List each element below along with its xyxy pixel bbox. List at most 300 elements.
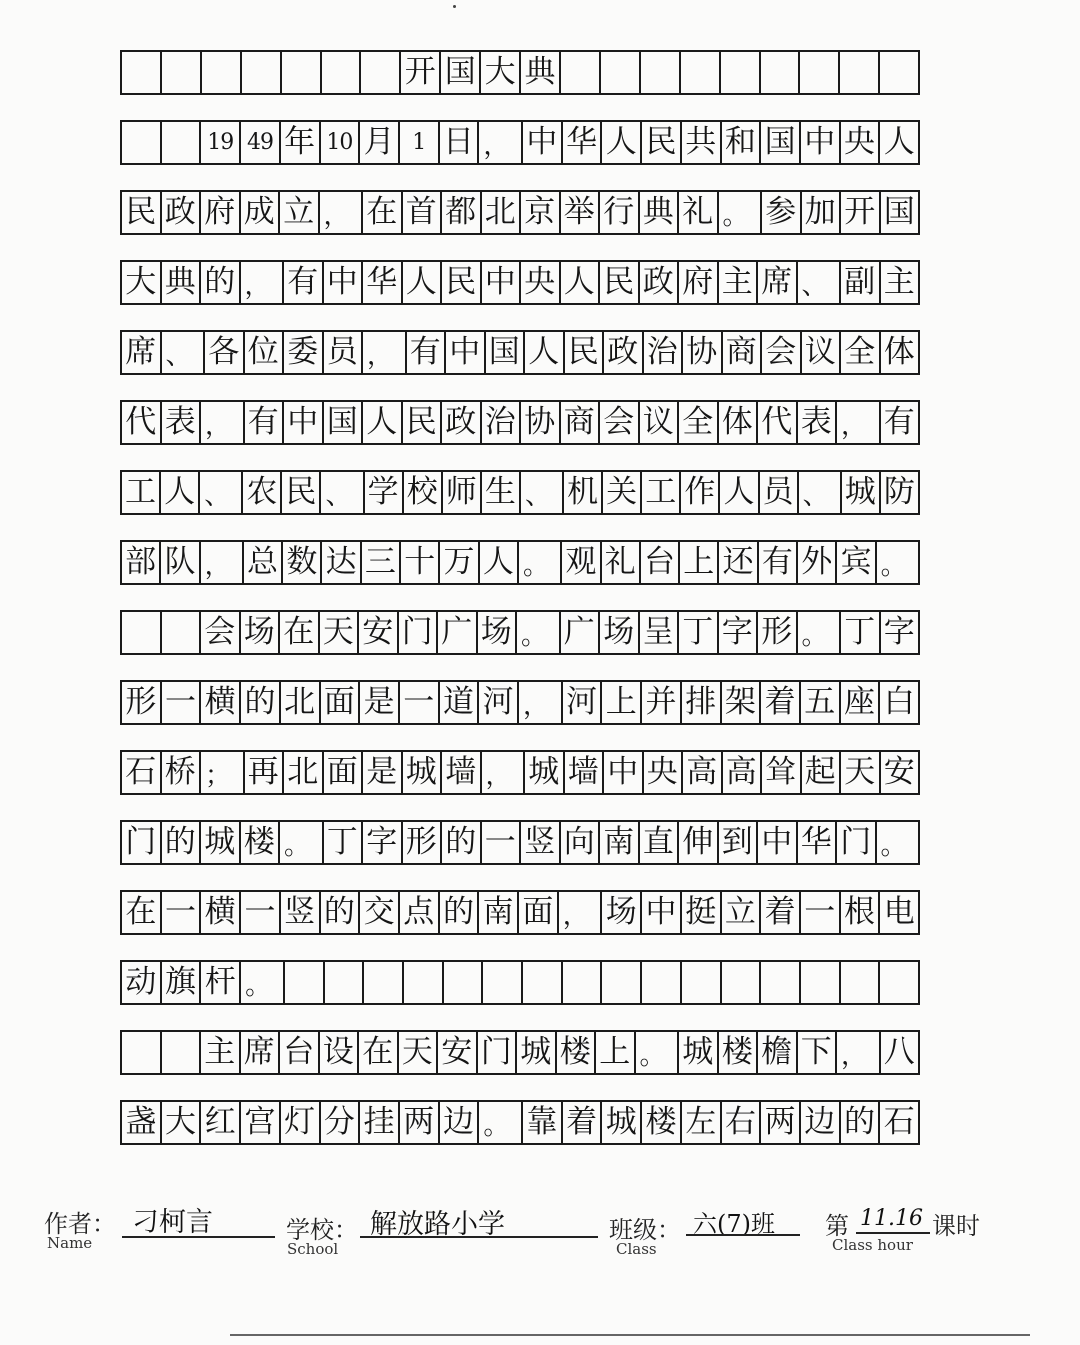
text-cell: 字 — [719, 612, 759, 653]
body-row — [120, 1030, 920, 1075]
class-value: 六(7)班 — [693, 1210, 775, 1238]
text-cell: 一 — [162, 682, 202, 723]
text-cell: 石 — [883, 1104, 915, 1140]
text-cell: 。 — [280, 822, 324, 863]
text-cell: 。 — [719, 192, 763, 233]
text-cell: 呈 — [640, 612, 680, 653]
text-cell: 。 — [880, 831, 907, 861]
text-cell: 民 — [282, 472, 321, 513]
text-cell: 礼 — [602, 542, 641, 583]
text-cell: 城 — [679, 1032, 719, 1073]
text-cell: 央 — [841, 122, 881, 163]
text-cell: 的 — [442, 822, 482, 863]
text-cell: 席 — [241, 1032, 281, 1073]
grid-cell — [563, 962, 603, 1003]
text-cell: ， — [363, 332, 407, 373]
text-cell: 有 — [407, 332, 447, 373]
text-cell: 议 — [640, 402, 680, 443]
text-cell: ， — [241, 262, 285, 303]
text-cell: 典 — [162, 262, 202, 303]
text-cell: 人 — [602, 122, 642, 163]
text-cell: 典 — [640, 192, 680, 233]
text-cell: 分 — [321, 1102, 361, 1143]
text-cell: 杆 — [201, 962, 241, 1003]
text-cell: 。 — [636, 1032, 680, 1073]
text-cell: 、 — [162, 332, 206, 373]
text-cell: 城 — [517, 1032, 557, 1073]
body-row — [120, 260, 920, 305]
text-cell: 场 — [602, 892, 642, 933]
grid-cell — [561, 52, 601, 93]
grid-cell — [682, 962, 722, 1003]
text-cell: 十 — [401, 542, 440, 583]
grid-cell — [322, 52, 362, 93]
text-cell: 关 — [603, 472, 642, 513]
text-cell: 外 — [798, 542, 837, 583]
text-cell: 座 — [841, 682, 881, 723]
text-cell: 北 — [482, 192, 522, 233]
grid-cell — [681, 52, 721, 93]
grid-cell — [800, 52, 840, 93]
text-cell: 京 — [521, 192, 561, 233]
text-cell: 的 — [321, 892, 361, 933]
text-cell: 的 — [241, 682, 281, 723]
text-cell: 五 — [801, 682, 841, 723]
text-cell: 楼 — [719, 1032, 759, 1073]
text-cell: 的 — [162, 822, 202, 863]
title-char: 典 — [521, 52, 561, 93]
class-underline — [686, 1234, 800, 1236]
text-cell: ， — [201, 542, 244, 583]
text-cell: 字 — [363, 822, 403, 863]
body-row — [120, 750, 920, 795]
text-cell: 中 — [446, 332, 486, 373]
writing-grid — [120, 50, 920, 1170]
text-cell: 政 — [442, 402, 482, 443]
text-cell: 丁 — [841, 612, 881, 653]
text-cell: 起 — [802, 752, 842, 793]
grid-cell — [122, 1032, 162, 1073]
text-cell: 、 — [521, 472, 564, 513]
text-cell: 门 — [478, 1032, 518, 1073]
text-cell: 檐 — [758, 1032, 798, 1073]
text-cell: 挺 — [682, 892, 722, 933]
grid-cell — [162, 612, 202, 653]
text-cell: 城 — [403, 752, 443, 793]
text-cell: 中 — [482, 262, 522, 303]
text-cell: ， — [479, 122, 523, 163]
text-cell: 和 — [722, 122, 762, 163]
text-cell: 在 — [363, 192, 403, 233]
text-cell: 表 — [798, 402, 838, 443]
grid-cell — [242, 52, 282, 93]
text-cell: 竖 — [281, 892, 321, 933]
text-cell: 形 — [122, 682, 162, 723]
grid-cell — [162, 1032, 202, 1073]
text-cell: 席 — [758, 262, 798, 303]
text-cell: 一 — [400, 682, 440, 723]
text-cell: 中 — [523, 122, 563, 163]
text-cell: 。 — [517, 612, 561, 653]
text-cell: 楼 — [241, 822, 281, 863]
text-cell: 天 — [320, 612, 360, 653]
text-cell: 架 — [722, 682, 762, 723]
text-cell: 中 — [801, 122, 841, 163]
text-cell: 队 — [161, 542, 200, 583]
scan-dot — [453, 5, 456, 8]
grid-cell — [880, 52, 918, 93]
text-cell: 中 — [324, 262, 364, 303]
author-value: 刁柯言 — [132, 1207, 213, 1238]
title-row — [120, 50, 920, 95]
text-cell: 设 — [320, 1032, 360, 1073]
title-char: 大 — [481, 52, 521, 93]
text-cell: 有 — [245, 402, 285, 443]
text-cell: 1 — [400, 122, 440, 163]
grid-cell — [122, 122, 162, 163]
text-cell: 立 — [280, 192, 320, 233]
grid-cell — [364, 962, 404, 1003]
class-label: 班级： — [609, 1216, 681, 1244]
body-row — [120, 330, 920, 375]
text-cell: 立 — [722, 892, 762, 933]
text-cell: 代 — [758, 402, 798, 443]
text-cell: 门 — [122, 822, 162, 863]
text-cell: 有 — [759, 542, 798, 583]
text-cell: 行 — [600, 192, 640, 233]
text-cell: 有 — [883, 404, 915, 440]
text-cell: 面 — [519, 892, 559, 933]
text-cell: 面 — [324, 752, 364, 793]
text-cell: 府 — [679, 262, 719, 303]
text-cell: 月 — [360, 122, 400, 163]
text-cell: 墙 — [565, 752, 605, 793]
text-cell: 民 — [565, 332, 605, 373]
text-cell: 旗 — [162, 962, 202, 1003]
grid-cell — [285, 962, 325, 1003]
text-cell: 国 — [324, 402, 364, 443]
text-cell: 达 — [322, 542, 361, 583]
grid-cell — [523, 962, 563, 1003]
text-cell: 的 — [440, 892, 480, 933]
text-cell: 治 — [644, 332, 684, 373]
text-cell: 着 — [563, 1102, 603, 1143]
text-cell: 日 — [440, 122, 480, 163]
text-cell: 年 — [281, 122, 321, 163]
text-cell: 央 — [521, 262, 561, 303]
text-cell: 丁 — [324, 822, 364, 863]
text-cell: 民 — [642, 122, 682, 163]
text-cell: 上 — [680, 542, 719, 583]
grid-cell — [641, 52, 681, 93]
grid-cell — [162, 122, 202, 163]
text-cell: 都 — [442, 192, 482, 233]
grid-cell — [602, 962, 642, 1003]
text-cell: 华 — [798, 822, 838, 863]
text-cell: 楼 — [642, 1102, 682, 1143]
text-cell: 南 — [600, 822, 640, 863]
text-cell: 政 — [604, 332, 644, 373]
lesson-suffix: 课时 — [932, 1212, 980, 1240]
grid-cell — [325, 962, 365, 1003]
text-cell: 。 — [241, 962, 285, 1003]
grid-cell — [444, 962, 484, 1003]
school-sublabel: School — [287, 1240, 339, 1258]
text-cell: 宫 — [241, 1102, 281, 1143]
text-cell: 央 — [644, 752, 684, 793]
text-cell: 员 — [324, 332, 364, 373]
text-cell: 总 — [244, 542, 283, 583]
text-cell: 道 — [440, 682, 480, 723]
text-cell: 直 — [640, 822, 680, 863]
body-row — [120, 960, 920, 1005]
text-cell: 政 — [640, 262, 680, 303]
grid-cell — [642, 962, 682, 1003]
body-row — [120, 540, 920, 585]
grid-cell — [801, 962, 841, 1003]
text-cell: 中 — [284, 402, 324, 443]
text-cell: 挂 — [360, 1102, 400, 1143]
text-cell: 河 — [479, 682, 519, 723]
text-cell: 府 — [201, 192, 241, 233]
grid-cell — [841, 962, 881, 1003]
text-cell: 盏 — [122, 1102, 162, 1143]
grid-cell — [761, 52, 801, 93]
text-cell: 边 — [801, 1102, 841, 1143]
text-cell: 天 — [841, 752, 881, 793]
text-cell: 高 — [723, 752, 763, 793]
text-cell: 学 — [365, 472, 404, 513]
text-cell: 一 — [241, 892, 281, 933]
text-cell: 排 — [682, 682, 722, 723]
text-cell: 动 — [122, 962, 162, 1003]
text-cell: 协 — [683, 332, 723, 373]
body-row — [120, 610, 920, 655]
text-cell: 民 — [403, 402, 443, 443]
text-cell: 在 — [280, 612, 320, 653]
body-row — [120, 820, 920, 865]
text-cell: 主 — [883, 264, 915, 300]
lesson-underline — [856, 1232, 930, 1234]
text-cell: 的 — [841, 1102, 881, 1143]
text-cell: 机 — [564, 472, 603, 513]
text-cell: ， — [201, 402, 245, 443]
text-cell: 代 — [122, 402, 162, 443]
lesson-sublabel: Class hour — [832, 1236, 913, 1254]
text-cell: 着 — [761, 682, 801, 723]
text-cell: 举 — [561, 192, 601, 233]
text-cell: 南 — [479, 892, 519, 933]
text-cell: 并 — [642, 682, 682, 723]
text-cell: 还 — [719, 542, 758, 583]
text-cell: 、 — [798, 262, 842, 303]
text-cell: ， — [519, 682, 563, 723]
text-cell: 是 — [363, 752, 403, 793]
text-cell: 场 — [478, 612, 518, 653]
text-cell: ， — [320, 192, 364, 233]
text-cell: 横 — [201, 682, 241, 723]
lesson-value: 11.16 — [860, 1206, 923, 1231]
text-cell: 防 — [883, 474, 915, 510]
text-cell: 10 — [321, 122, 361, 163]
text-cell: 八 — [883, 1034, 915, 1070]
text-cell: 主 — [201, 1032, 241, 1073]
text-cell: 靠 — [523, 1102, 563, 1143]
text-cell: 下 — [798, 1032, 838, 1073]
text-cell: ； — [201, 752, 245, 793]
text-cell: 人 — [525, 332, 565, 373]
paper-edge — [230, 1334, 1030, 1336]
text-cell: 场 — [600, 612, 640, 653]
text-cell: 华 — [563, 122, 603, 163]
grid-cell — [202, 52, 242, 93]
text-cell: 。 — [880, 551, 907, 581]
text-cell: 表 — [162, 402, 202, 443]
text-cell: 上 — [596, 1032, 636, 1073]
text-cell: 场 — [241, 612, 281, 653]
text-cell: 人 — [561, 262, 601, 303]
text-cell: 工 — [122, 472, 161, 513]
text-cell: 交 — [360, 892, 400, 933]
text-cell: 国 — [486, 332, 526, 373]
grid-cell — [282, 52, 322, 93]
text-cell: 农 — [243, 472, 282, 513]
text-cell: 人 — [363, 402, 403, 443]
text-cell: 华 — [363, 262, 403, 303]
text-cell: 作 — [681, 472, 720, 513]
text-cell: 台 — [641, 542, 680, 583]
text-cell: 体 — [719, 402, 759, 443]
text-cell: 安 — [883, 754, 915, 790]
text-cell: 在 — [122, 892, 162, 933]
text-cell: 高 — [683, 752, 723, 793]
text-cell: 民 — [442, 262, 482, 303]
grid-cell — [361, 52, 401, 93]
text-cell: 会 — [600, 402, 640, 443]
text-cell: 墙 — [442, 752, 482, 793]
text-cell: 首 — [403, 192, 443, 233]
text-cell: 一 — [162, 892, 202, 933]
text-cell: 边 — [440, 1102, 480, 1143]
grid-cell — [880, 962, 918, 1003]
text-cell: 门 — [399, 612, 439, 653]
body-row — [120, 680, 920, 725]
text-cell: 商 — [561, 402, 601, 443]
text-cell: 是 — [360, 682, 400, 723]
lesson-prefix: 第 — [825, 1212, 849, 1240]
text-cell: 白 — [883, 684, 915, 720]
text-cell: 国 — [883, 194, 915, 230]
text-cell: 在 — [359, 1032, 399, 1073]
grid-cell — [483, 962, 523, 1003]
text-cell: 两 — [400, 1102, 440, 1143]
text-cell: 北 — [281, 682, 321, 723]
text-cell: 副 — [841, 262, 881, 303]
text-cell: 电 — [883, 894, 915, 930]
text-cell: 政 — [162, 192, 202, 233]
grid-cell — [122, 52, 162, 93]
text-cell: 体 — [883, 334, 915, 370]
text-cell: 、 — [799, 472, 842, 513]
text-cell: 人 — [480, 542, 519, 583]
grid-cell — [721, 52, 761, 93]
text-cell: 再 — [245, 752, 285, 793]
author-label: 作者： — [44, 1210, 116, 1238]
grid-cell — [601, 52, 641, 93]
text-cell: 楼 — [557, 1032, 597, 1073]
text-cell: 师 — [443, 472, 482, 513]
author-underline — [122, 1236, 275, 1238]
body-row — [120, 400, 920, 445]
text-cell: 加 — [802, 192, 842, 233]
text-cell: 城 — [842, 472, 881, 513]
text-cell: 。 — [798, 612, 842, 653]
text-cell: 工 — [642, 472, 681, 513]
text-cell: 、 — [321, 472, 364, 513]
body-rows — [120, 120, 920, 1145]
body-row — [120, 190, 920, 235]
grid-cell — [840, 52, 880, 93]
text-cell: 。 — [479, 1102, 523, 1143]
text-cell: 万 — [440, 542, 479, 583]
text-cell: 上 — [602, 682, 642, 723]
text-cell: 数 — [283, 542, 322, 583]
text-cell: 共 — [682, 122, 722, 163]
text-cell: 安 — [438, 1032, 478, 1073]
text-cell: 的 — [201, 262, 241, 303]
text-cell: 字 — [883, 614, 915, 650]
text-cell: 向 — [561, 822, 601, 863]
text-cell: 中 — [642, 892, 682, 933]
text-cell: 安 — [359, 612, 399, 653]
text-cell: 位 — [245, 332, 285, 373]
school-label: 学校： — [286, 1216, 358, 1244]
text-cell: 、 — [200, 472, 243, 513]
text-cell: 城 — [201, 822, 241, 863]
text-cell: 天 — [399, 1032, 439, 1073]
text-cell: 有 — [284, 262, 324, 303]
text-cell: 部 — [122, 542, 161, 583]
text-cell: 大 — [162, 1102, 202, 1143]
text-cell: 北 — [284, 752, 324, 793]
title-char: 国 — [441, 52, 481, 93]
text-cell: 成 — [241, 192, 281, 233]
text-cell: 着 — [761, 892, 801, 933]
text-cell: 门 — [837, 822, 877, 863]
text-cell: 国 — [761, 122, 801, 163]
class-sublabel: Class — [616, 1240, 657, 1258]
text-cell: 参 — [762, 192, 802, 233]
text-cell: 红 — [201, 1102, 241, 1143]
text-cell: 三 — [362, 542, 401, 583]
text-cell: 席 — [122, 332, 162, 373]
text-cell: 会 — [201, 612, 241, 653]
text-cell: 人 — [720, 472, 759, 513]
school-underline — [360, 1236, 598, 1238]
school-value: 解放路小学 — [370, 1209, 505, 1240]
text-cell: 一 — [801, 892, 841, 933]
text-cell: 人 — [161, 472, 200, 513]
text-cell: 伸 — [679, 822, 719, 863]
text-cell: 灯 — [281, 1102, 321, 1143]
body-row — [120, 470, 920, 515]
body-row — [120, 890, 920, 935]
text-cell: 观 — [562, 542, 601, 583]
text-cell: ， — [559, 892, 603, 933]
text-cell: 中 — [604, 752, 644, 793]
text-cell: 点 — [400, 892, 440, 933]
text-cell: 委 — [284, 332, 324, 373]
